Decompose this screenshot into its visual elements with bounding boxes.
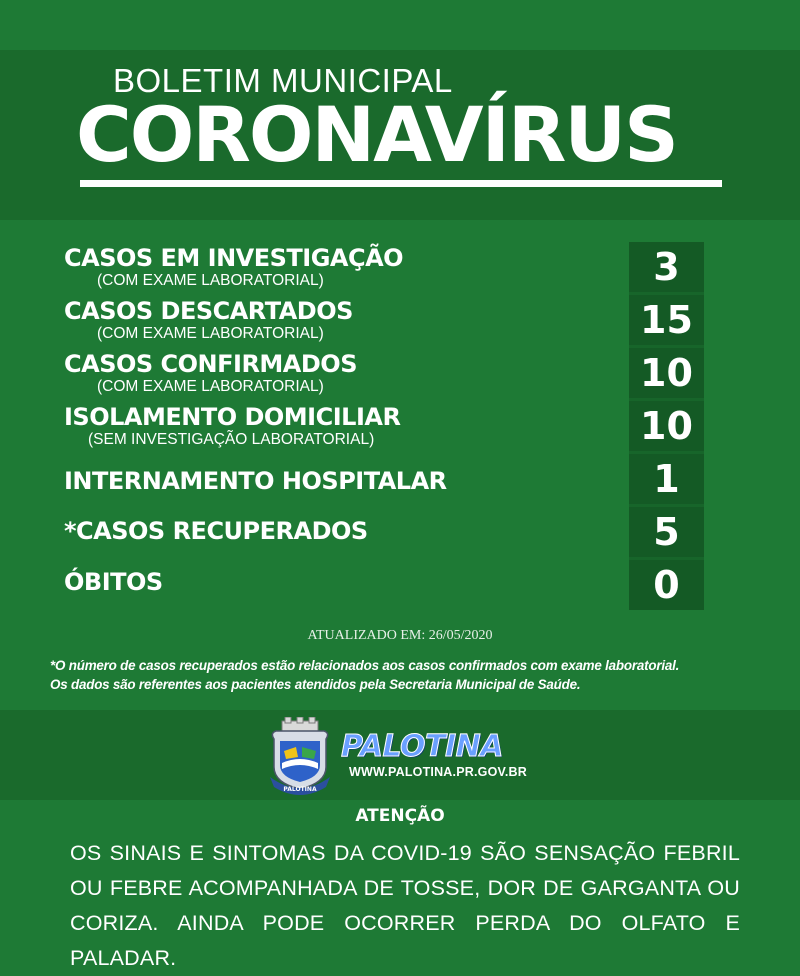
footnote-line-1: *O número de casos recuperados estão relacionados aos casos confirmados com exame laboratorial. [50, 658, 680, 673]
label-hospitalized: INTERNAMENTO HOSPITALAR [64, 467, 447, 495]
value-discarded: 15 [629, 295, 704, 345]
values-column [629, 242, 704, 609]
footnote [50, 656, 770, 694]
website-link[interactable]: WWW.PALOTINA.PR.GOV.BR [349, 765, 528, 779]
label-confirmed: CASOS CONFIRMADOS [64, 350, 357, 378]
bulletin-subtitle: BOLETIM MUNICIPAL [113, 62, 453, 99]
attention-body: OS SINAIS E SINTOMAS DA COVID-19 SÃO SENSAÇÃO FEBRIL OU FEBRE ACOMPANHADA DE TOSSE, DOR DE GARGANTA OU CORIZA. AINDA PODE OCORRER PERDA DO OLFATO E PALADAR. [70, 841, 740, 970]
attention-title: ATENÇÃO [355, 806, 445, 826]
municipal-crest-icon [268, 717, 332, 797]
note-investigation: (COM EXAME LABORATORIAL) [97, 272, 324, 289]
footnote-line-2: Os dados são referentes aos pacientes atendidos pela Secretaria Municipal de Saúde. [50, 677, 581, 692]
value-hospitalized: 1 [629, 454, 704, 504]
note-discarded: (COM EXAME LABORATORIAL) [97, 325, 324, 342]
crest-banner-text: PALOTINA [283, 786, 317, 793]
label-deaths: ÓBITOS [64, 568, 163, 596]
label-investigation: CASOS EM INVESTIGAÇÃO [64, 244, 404, 272]
note-confirmed: (COM EXAME LABORATORIAL) [97, 378, 324, 395]
value-home-isolation: 10 [629, 401, 704, 451]
value-investigation: 3 [629, 242, 704, 292]
updated-date: ATUALIZADO EM: 26/05/2020 [307, 628, 493, 643]
value-confirmed: 10 [629, 348, 704, 398]
label-discarded: CASOS DESCARTADOS [64, 297, 353, 325]
label-recovered: *CASOS RECUPERADOS [64, 517, 368, 545]
value-recovered: 5 [629, 507, 704, 557]
label-home-isolation: ISOLAMENTO DOMICILIAR [64, 403, 401, 431]
title-underline [80, 180, 722, 187]
note-home-isolation: (SEM INVESTIGAÇÃO LABORATORIAL) [88, 431, 375, 448]
city-name: PALOTINA [341, 729, 503, 764]
value-deaths: 0 [629, 560, 704, 610]
page-title: CORONAVÍRUS [76, 90, 677, 179]
